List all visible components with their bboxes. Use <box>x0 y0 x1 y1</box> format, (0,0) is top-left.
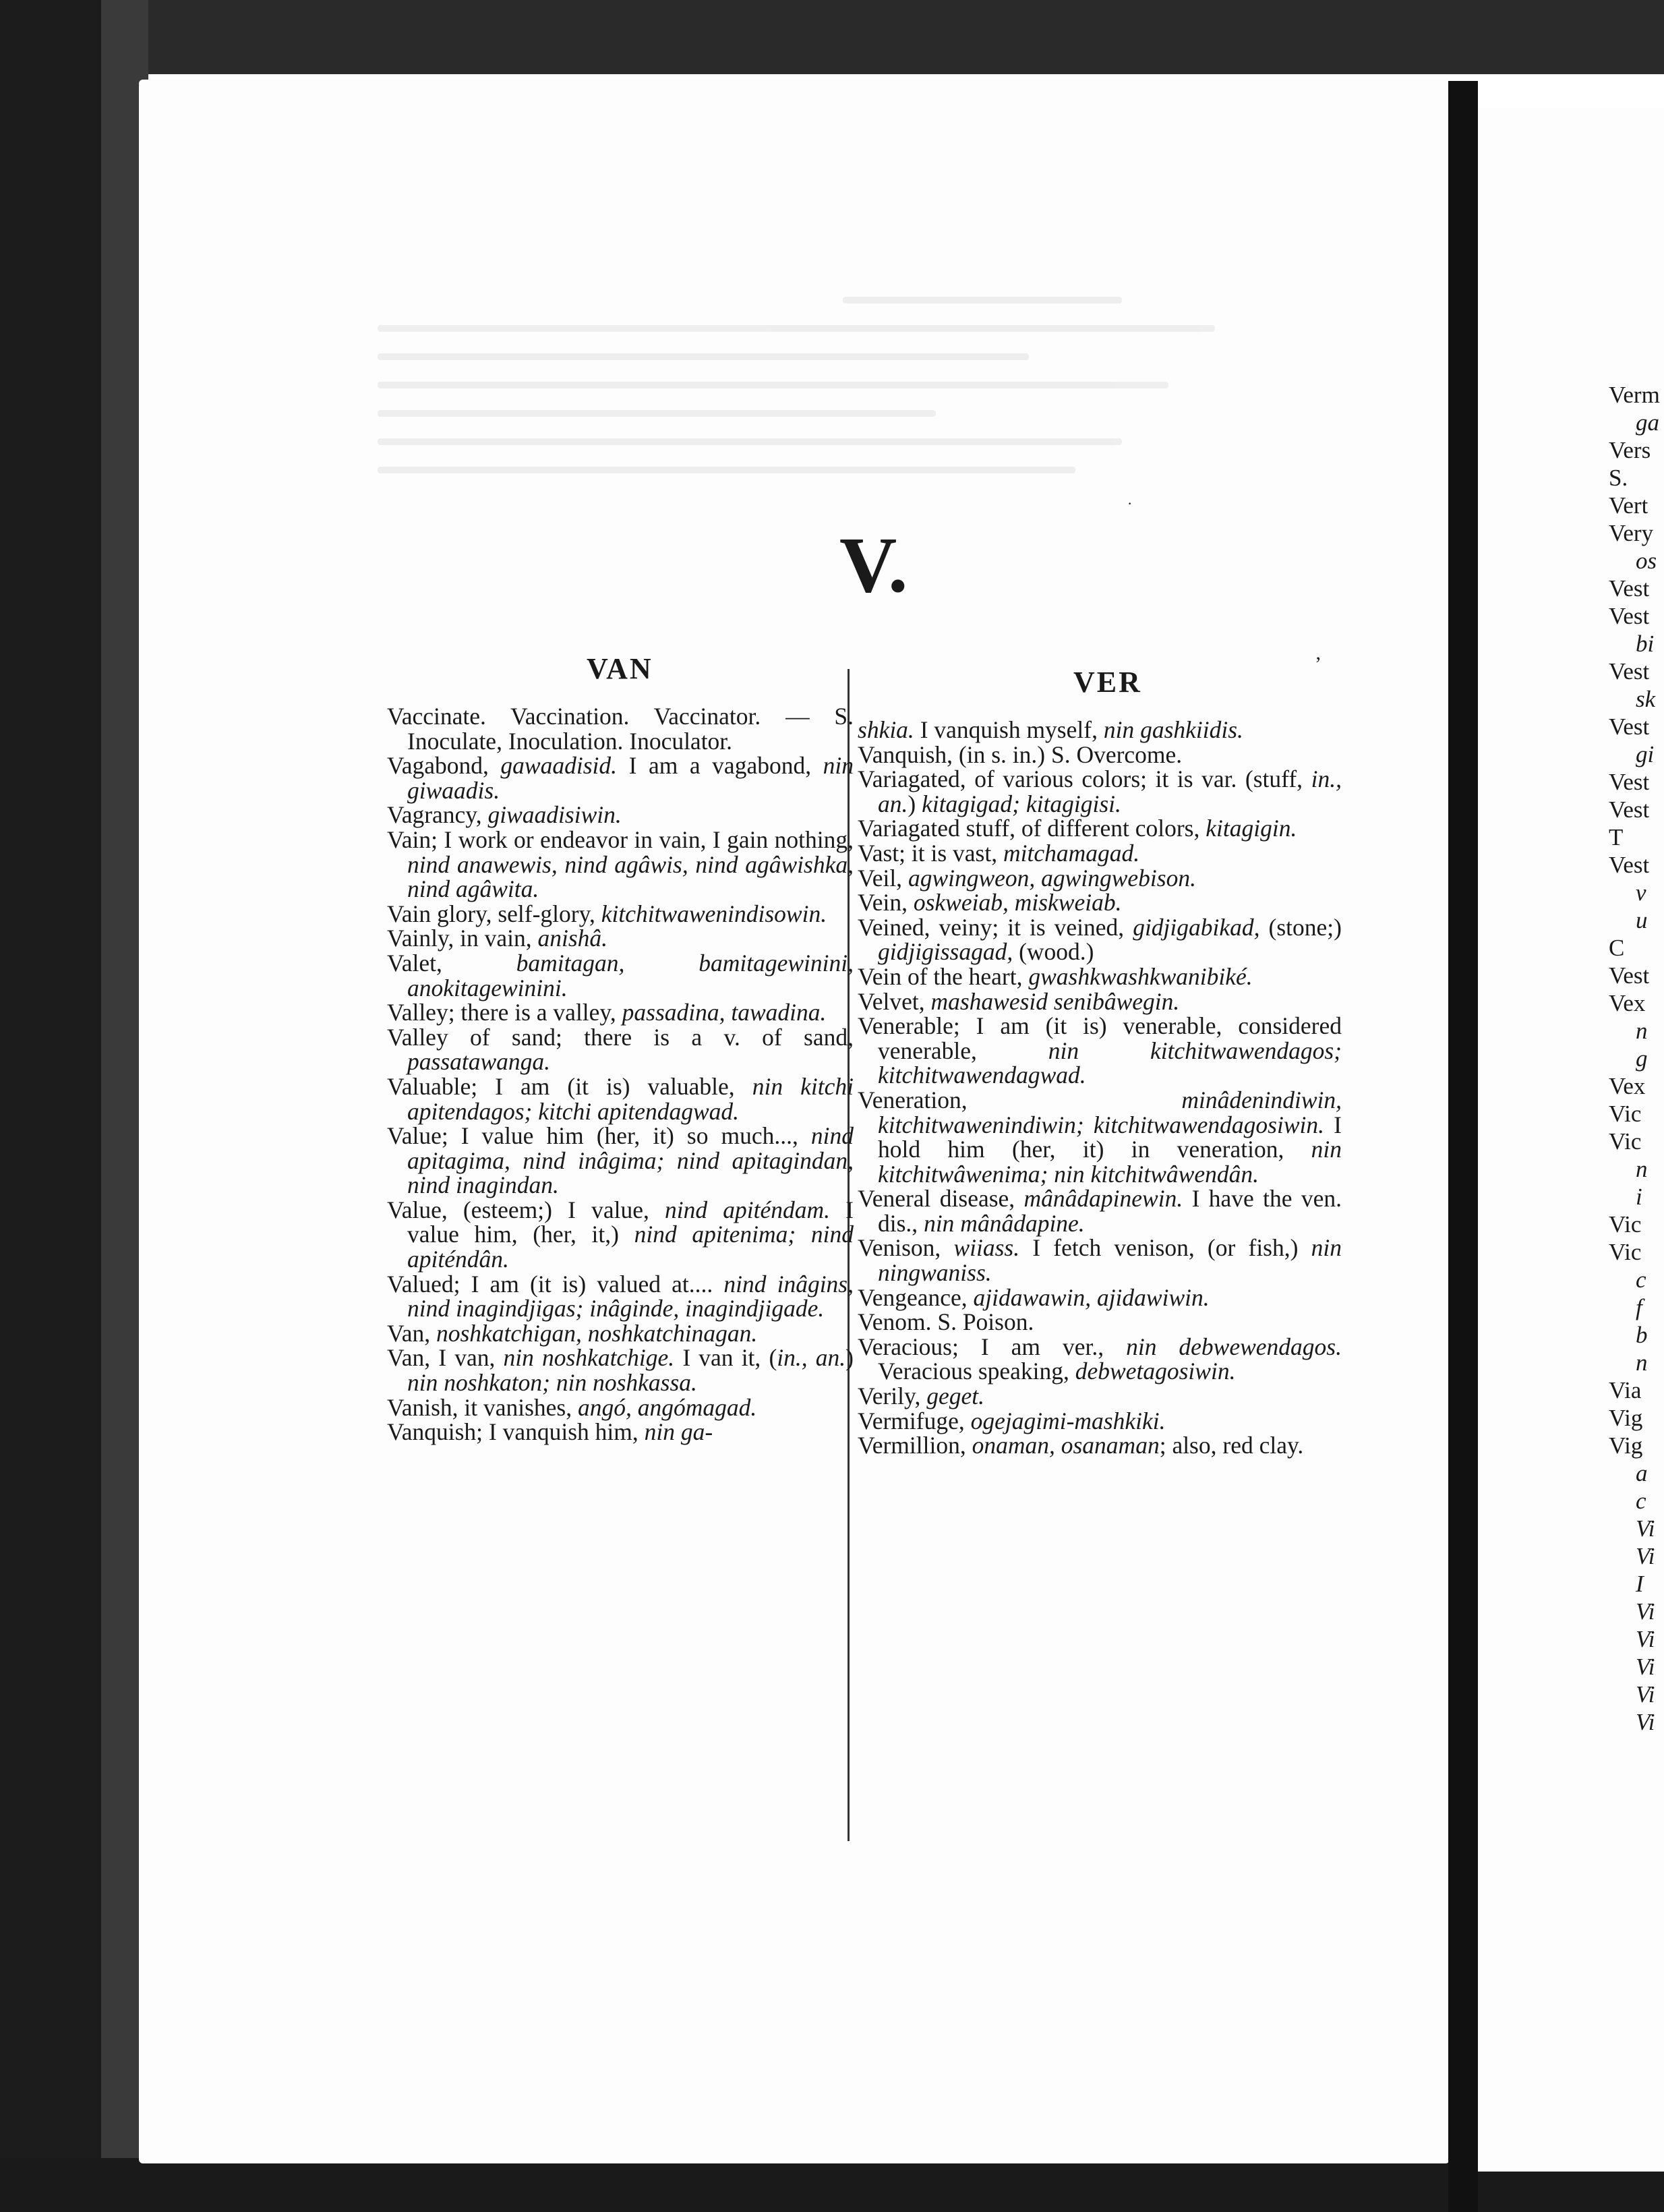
english-headword: Venison, <box>858 1234 954 1262</box>
left-column <box>387 704 854 1445</box>
ojibwe-translation: in., an. <box>878 765 1342 817</box>
ojibwe-translation: geget. <box>926 1382 984 1410</box>
edge-fragment: Vex <box>1609 990 1646 1016</box>
english-headword: Vanquish, (in s. in.) S. Overcome. <box>858 740 1183 768</box>
ojibwe-translation: bamitagan, bamitagewinini, anokitagewinini. <box>407 949 854 1001</box>
dictionary-entry <box>387 803 854 827</box>
ojibwe-translation: minâdenindiwin, kitchitwawenindiwin; kitchitwawendagosiwin. <box>878 1086 1342 1138</box>
edge-fragment: I <box>1636 1571 1644 1597</box>
ojibwe-translation: kitchitwawenindisowin. <box>601 900 827 927</box>
dictionary-entry <box>387 926 854 951</box>
dictionary-entry <box>387 753 854 803</box>
dictionary-entry <box>387 827 854 902</box>
left-column-heading: VAN <box>587 652 653 685</box>
dictionary-entry <box>387 1272 854 1321</box>
edge-fragment: Vic <box>1609 1211 1642 1238</box>
ojibwe-translation: nin gashkiidis. <box>1103 716 1243 743</box>
dictionary-entry <box>858 841 1342 866</box>
scan-background-bottom <box>0 2158 1664 2212</box>
edge-fragment: n <box>1636 1018 1648 1044</box>
english-headword: Vagrancy, <box>387 801 488 829</box>
edge-fragment: n <box>1636 1349 1648 1376</box>
ojibwe-translation: nin giwaadis. <box>407 752 854 804</box>
dictionary-entry <box>858 989 1342 1014</box>
edge-fragment: sk <box>1636 686 1656 712</box>
book-gutter <box>1448 81 1478 2212</box>
edge-fragment: C <box>1609 935 1625 961</box>
ojibwe-translation: debwetagosiwin. <box>1075 1358 1236 1385</box>
edge-fragment: Vest <box>1609 769 1650 795</box>
english-headword: Vermillion, <box>858 1432 972 1459</box>
dictionary-entry <box>858 1409 1342 1434</box>
english-headword: Valued; I am (it is) valued at.... <box>387 1270 724 1298</box>
english-headword: Variagated, of various colors; it is var. (stuff, <box>858 765 1311 793</box>
dictionary-entry <box>858 1014 1342 1088</box>
ojibwe-translation: anishâ. <box>537 925 608 952</box>
ojibwe-translation: nind apitenima; nind apiténdân. <box>407 1221 854 1273</box>
dictionary-entry <box>387 951 854 1000</box>
dictionary-entry <box>387 704 854 753</box>
english-headword: Verily, <box>858 1382 927 1410</box>
ojibwe-translation: gwashkwashkwanibiké. <box>1028 962 1253 990</box>
edge-fragment: Vic <box>1609 1101 1642 1127</box>
english-headword: Veil, <box>858 864 908 892</box>
edge-fragment: Vi <box>1636 1681 1655 1708</box>
dictionary-entry <box>858 964 1342 989</box>
ojibwe-translation: mânâdapinewin. <box>1023 1185 1183 1213</box>
ojibwe-translation: nin noshkaton; nin noshkassa. <box>407 1369 697 1397</box>
next-page-edge-text <box>1609 381 1664 1736</box>
edge-fragment: b <box>1636 1322 1648 1348</box>
english-headword: Vagabond, <box>387 752 501 780</box>
english-headword: Vaccinate. Vaccination. Vaccinator. — S. Inoculate, Inoculation. Inoculator. <box>387 703 854 755</box>
edge-fragment: Vest <box>1609 658 1650 685</box>
ojibwe-translation: mashawesid senibâwegin. <box>930 987 1180 1015</box>
dictionary-entry <box>387 1321 854 1346</box>
english-headword: I fetch venison, (or fish,) <box>1019 1234 1311 1262</box>
edge-fragment: gi <box>1636 741 1655 767</box>
edge-fragment: i <box>1636 1184 1642 1210</box>
english-headword: Van, <box>387 1319 436 1347</box>
ojibwe-translation: wiiass. <box>953 1234 1020 1262</box>
dictionary-entry <box>858 1335 1342 1384</box>
english-headword: Veneration, <box>858 1086 1182 1113</box>
english-headword: Vanish, it vanishes, <box>387 1393 578 1421</box>
english-headword: Valley; there is a valley, <box>387 999 622 1026</box>
english-headword: Vein of the heart, <box>858 962 1029 990</box>
edge-fragment: Vi <box>1636 1598 1655 1625</box>
dictionary-entry <box>858 1384 1342 1409</box>
english-headword: Valley of sand; there is a v. of sand, <box>387 1023 854 1051</box>
ink-speck: · <box>1127 495 1133 512</box>
english-headword: Value; I value him (her, it) so much..., <box>387 1122 811 1150</box>
english-headword: Vast; it is vast, <box>858 839 1003 867</box>
edge-fragment: ga <box>1636 409 1659 436</box>
edge-fragment: Vex <box>1609 1073 1646 1099</box>
ojibwe-translation: kitagigad; kitagigisi. <box>922 790 1121 817</box>
english-headword: Veined, veiny; it is veined, <box>858 913 1133 941</box>
dictionary-entry <box>387 902 854 927</box>
dictionary-entry <box>387 1420 854 1445</box>
edge-fragment: Vest <box>1609 852 1650 878</box>
ojibwe-translation: nin ningwaniss. <box>878 1234 1342 1287</box>
edge-fragment: c <box>1636 1267 1646 1293</box>
ojibwe-translation: nin kitchitwâwenima; nin kitchitwâwendân. <box>878 1136 1342 1188</box>
ojibwe-translation: nind anawewis, nind agâwis, nind agâwishka, nind agâwita. <box>407 850 854 903</box>
ojibwe-translation: agwingweon, agwingwebison. <box>908 864 1196 892</box>
dictionary-entry <box>858 1186 1342 1235</box>
scan-background-top <box>0 0 1664 74</box>
edge-fragment: Vi <box>1636 1515 1655 1542</box>
edge-fragment: u <box>1636 907 1648 933</box>
dictionary-entry <box>387 1395 854 1420</box>
ojibwe-translation: gawaadisid. <box>500 752 618 780</box>
dictionary-entry <box>858 1310 1342 1335</box>
ojibwe-translation: nin ga- <box>644 1418 713 1446</box>
edge-fragment: Very <box>1609 520 1654 546</box>
english-headword: ; also, red clay. <box>1159 1432 1304 1459</box>
edge-fragment: S. <box>1609 465 1628 491</box>
dictionary-entry <box>858 866 1342 891</box>
ojibwe-translation: onaman, osanaman <box>972 1432 1160 1459</box>
right-column <box>858 718 1342 1458</box>
english-headword: Vain glory, self-glory, <box>387 900 601 927</box>
english-headword: (stone;) <box>1259 913 1342 941</box>
edge-fragment: a <box>1636 1460 1648 1486</box>
edge-fragment: Vig <box>1609 1432 1643 1459</box>
ojibwe-translation: ogejagimi-mashkiki. <box>970 1407 1166 1434</box>
ojibwe-translation: ajidawawin, ajidawiwin. <box>973 1283 1210 1311</box>
dictionary-entry <box>858 1285 1342 1310</box>
edge-fragment: Vig <box>1609 1405 1643 1431</box>
english-headword: Valet, <box>387 949 516 977</box>
dictionary-entry <box>387 1198 854 1272</box>
english-headword: Velvet, <box>858 987 931 1015</box>
english-headword: I value him, (her, it,) <box>407 1196 854 1248</box>
edge-fragment: n <box>1636 1156 1648 1182</box>
english-headword: Veracious speaking, <box>878 1358 1075 1385</box>
edge-fragment: bi <box>1636 631 1655 657</box>
dictionary-entry <box>858 816 1342 841</box>
edge-fragment: Vest <box>1609 575 1650 602</box>
ojibwe-translation: mitchamagad. <box>1003 839 1140 867</box>
english-headword: (wood.) <box>1013 938 1094 966</box>
ojibwe-translation: nin mânâdapine. <box>924 1209 1085 1237</box>
edge-fragment: Vest <box>1609 603 1650 629</box>
english-headword: Veneral disease, <box>858 1185 1024 1213</box>
edge-fragment: Vest <box>1609 796 1650 823</box>
ojibwe-translation: gidjigabikad, <box>1133 913 1260 941</box>
english-headword: Variagated stuff, of different colors, <box>858 815 1206 842</box>
edge-fragment: Vic <box>1609 1128 1642 1155</box>
ojibwe-translation: noshkatchigan, noshkatchinagan. <box>436 1319 758 1347</box>
dictionary-entry <box>387 1124 854 1198</box>
ojibwe-translation: nind apiténdam. <box>664 1196 831 1223</box>
edge-fragment: Vers <box>1609 437 1651 463</box>
dictionary-entry <box>858 915 1342 964</box>
ojibwe-translation: in., an. <box>777 1344 846 1372</box>
english-headword: Venerable; I am (it is) venerable, considered venerable, <box>858 1012 1342 1064</box>
ojibwe-translation: shkia. <box>858 716 914 743</box>
edge-fragment: Vest <box>1609 714 1650 740</box>
ojibwe-translation: passatawanga. <box>407 1048 551 1076</box>
dictionary-entry <box>858 767 1342 816</box>
dictionary-entry <box>387 1074 854 1124</box>
edge-fragment: Vest <box>1609 962 1650 989</box>
ojibwe-translation: nind apitagima, nind inâgima; nind apitagindan, nind inagindan. <box>407 1122 854 1199</box>
edge-fragment: g <box>1636 1045 1648 1072</box>
edge-fragment: f <box>1636 1294 1642 1320</box>
english-headword: I am a vagabond, <box>617 752 823 780</box>
ojibwe-translation: nin kitchitwawendagos; kitchitwawendagwad. <box>878 1037 1342 1089</box>
ojibwe-translation: nin kitchi apitendagos; kitchi apitendagwad. <box>407 1072 854 1125</box>
english-headword: ) <box>845 1344 854 1372</box>
edge-fragment: v <box>1636 879 1646 906</box>
ojibwe-translation: nin debwewendagos. <box>1126 1333 1342 1360</box>
dictionary-entry <box>858 718 1342 743</box>
dictionary-entry <box>387 1000 854 1025</box>
english-headword: I van it, ( <box>674 1344 777 1372</box>
english-headword: Vain; I work or endeavor in vain, I gain nothing, <box>387 825 854 853</box>
dictionary-entry <box>858 1235 1342 1285</box>
english-headword: Vermifuge, <box>858 1407 971 1434</box>
english-headword: ) <box>908 790 922 817</box>
section-letter: V. <box>839 521 910 609</box>
edge-fragment: Vi <box>1636 1543 1655 1569</box>
edge-fragment: Vi <box>1636 1654 1655 1680</box>
ojibwe-translation: nind inâgins, nind inagindjigas; inâginde, inagindjigade. <box>407 1270 854 1322</box>
ojibwe-translation: angó, angómagad. <box>578 1393 757 1421</box>
english-headword: Vainly, in vain, <box>387 925 538 952</box>
dictionary-entry <box>858 1433 1342 1458</box>
ojibwe-translation: nin noshkatchige. <box>503 1344 675 1372</box>
ojibwe-translation: oskweiab, miskweiab. <box>913 889 1122 916</box>
ojibwe-translation: passadina, tawadina. <box>622 999 827 1026</box>
edge-fragment: Vert <box>1609 492 1648 519</box>
ink-mark: ’ <box>1315 653 1321 675</box>
edge-fragment: Vi <box>1636 1626 1655 1652</box>
edge-fragment: Vi <box>1636 1709 1655 1735</box>
edge-fragment: T <box>1609 824 1624 850</box>
book-edge-left <box>0 0 148 2212</box>
english-headword: Value, (esteem;) I value, <box>387 1196 665 1223</box>
dictionary-entry <box>387 1025 854 1074</box>
dictionary-entry <box>858 1088 1342 1186</box>
english-headword: I hold him (her, it) in veneration, <box>878 1111 1342 1163</box>
english-headword: I vanquish myself, <box>914 716 1104 743</box>
english-headword: Veracious; I am ver., <box>858 1333 1127 1360</box>
english-headword: Valuable; I am (it is) valuable, <box>387 1072 752 1100</box>
dictionary-entry <box>858 740 1342 768</box>
english-headword: I have the ven. dis., <box>878 1185 1342 1237</box>
edge-fragment: Vic <box>1609 1239 1642 1265</box>
english-headword: Vanquish; I vanquish him, <box>387 1418 645 1446</box>
english-headword: Vein, <box>858 889 914 916</box>
english-headword: Vengeance, <box>858 1283 974 1311</box>
ojibwe-translation: gidjigissagad, <box>878 938 1013 966</box>
edge-fragment: Verm <box>1609 382 1660 408</box>
edge-fragment: c <box>1636 1488 1646 1514</box>
english-headword: Van, I van, <box>387 1344 504 1372</box>
edge-fragment: Via <box>1609 1377 1642 1403</box>
dictionary-entry <box>858 890 1342 915</box>
english-headword: Venom. S. Poison. <box>858 1308 1034 1336</box>
ojibwe-translation: kitagigin. <box>1206 815 1297 842</box>
right-column-heading: VER <box>1073 666 1142 699</box>
dictionary-entry <box>387 1345 854 1395</box>
edge-fragment: os <box>1636 548 1657 574</box>
ojibwe-translation: giwaadisiwin. <box>487 801 622 829</box>
